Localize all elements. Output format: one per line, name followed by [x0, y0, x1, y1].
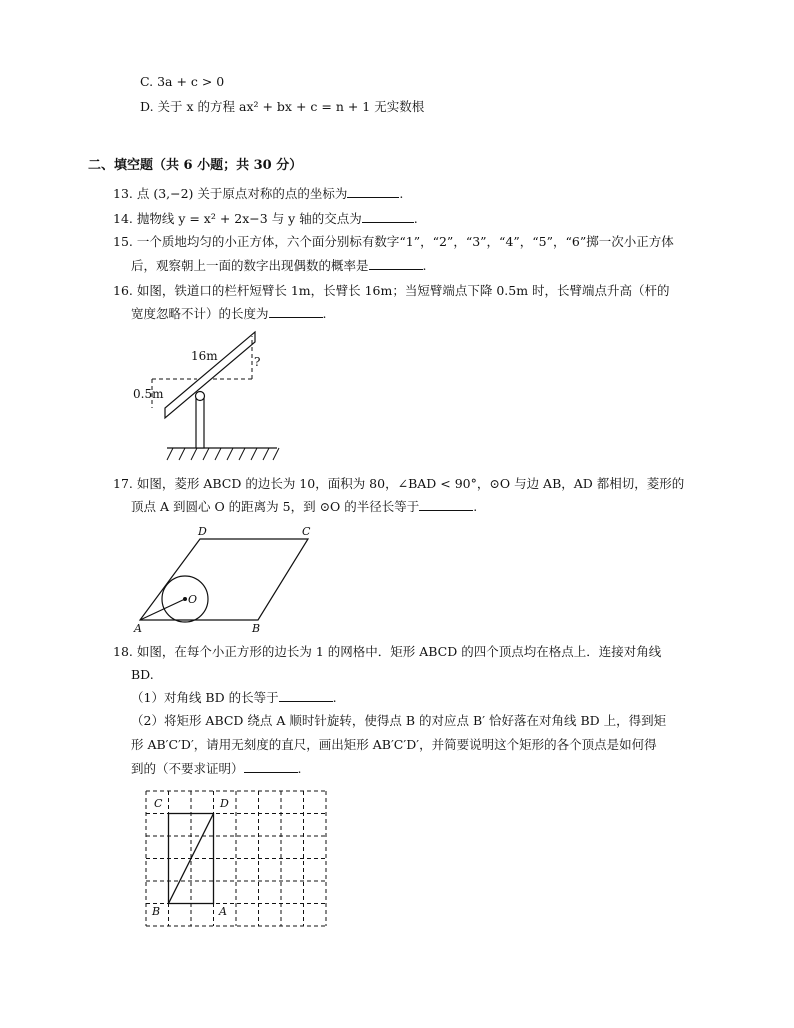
question-13-end: . — [399, 186, 404, 201]
question-17-end: . — [473, 499, 478, 514]
label-question-mark: ? — [254, 355, 261, 369]
barrier-post — [196, 398, 204, 448]
section-title: 二、填空题（共 6 小题；共 30 分） — [88, 158, 303, 173]
question-15-line1: 15. 一个质地均匀的小正方体，六个面分别标有数字“1”，“2”，“3”，“4”，“5”，“6”掷一次小正方体 — [113, 234, 674, 249]
question-14-text: 14. 抛物线 y = x² + 2x−3 与 y 轴的交点为 — [113, 211, 362, 226]
question-16-text: 宽度忽略不计）的长度为 — [131, 306, 269, 321]
grid-figure — [144, 789, 334, 929]
question-16-end: . — [322, 306, 327, 321]
question-18-line2: BD. — [131, 667, 154, 682]
question-13 — [113, 185, 403, 203]
label-0-5m: 0.5m — [133, 387, 164, 401]
label-b: B — [252, 622, 261, 635]
barrier-figure — [125, 328, 285, 468]
question-18-part2-line2: 形 AB′C′D′，请用无刻度的直尺，画出矩形 AB′C′D′，并简要说明这个矩形的各个顶点是如何得 — [131, 737, 657, 752]
question-15-text: 后，观察朝上一面的数字出现偶数的概率是 — [131, 258, 369, 273]
dashed-grid — [146, 791, 326, 926]
label-c: C — [154, 797, 163, 810]
answer-blank — [347, 185, 399, 198]
ground-hatch — [167, 448, 279, 460]
part2-text: 到的（不要求证明） — [131, 761, 244, 776]
question-18-part2-line1: （2）将矩形 ABCD 绕点 A 顺时针旋转，使得点 B 的对应点 B′ 恰好落在对角线 BD 上，得到矩 — [131, 713, 667, 728]
question-17-text: 顶点 A 到圆心 O 的距离为 5，到 ⊙O 的半径长等于 — [131, 499, 420, 514]
part1-end: . — [332, 690, 337, 705]
part1-text: （1）对角线 BD 的长等于 — [131, 690, 279, 705]
answer-blank — [362, 210, 414, 223]
answer-blank — [419, 498, 473, 511]
answer-blank — [279, 689, 333, 702]
label-a: A — [219, 905, 227, 918]
rhombus-figure — [128, 522, 318, 634]
question-15-end: . — [422, 258, 427, 273]
question-13-text: 13. 点 (3,−2) 关于原点对称的点的坐标为 — [113, 186, 348, 201]
answer-blank — [244, 760, 298, 773]
label-c: C — [302, 525, 311, 538]
answer-blank — [369, 257, 423, 270]
option-d: D. 关于 x 的方程 ax² + bx + c = n + 1 无实数根 — [140, 99, 425, 114]
question-14 — [113, 210, 418, 228]
option-c: C. 3a + c > 0 — [140, 74, 225, 89]
question-16-line2 — [131, 305, 327, 323]
center-o-dot — [183, 597, 187, 601]
label-d: D — [220, 797, 229, 810]
answer-blank — [269, 305, 323, 318]
question-14-end: . — [413, 211, 418, 226]
label-a: A — [134, 622, 142, 635]
part2-end: . — [297, 761, 302, 776]
pivot — [196, 392, 205, 401]
label-16m: 16m — [191, 349, 218, 363]
label-b: B — [152, 905, 161, 918]
question-15-line2 — [131, 257, 427, 275]
label-o: O — [188, 593, 198, 606]
question-18-line1: 18. 如图，在每个小正方形的边长为 1 的网格中．矩形 ABCD 的四个顶点均在格点上．连接对角线 — [113, 644, 662, 659]
label-d: D — [198, 525, 207, 538]
question-16-line1: 16. 如图，铁道口的栏杆短臂长 1m，长臂长 16m；当短臂端点下降 0.5m 时，长臂端点升高（杆的 — [113, 283, 670, 298]
question-18-part2-line3 — [131, 760, 302, 778]
question-17-line1: 17. 如图，菱形 ABCD 的边长为 10，面积为 80，∠BAD < 90°，⊙O 与边 AB，AD 都相切，菱形的 — [113, 476, 685, 491]
question-17-line2 — [131, 498, 477, 516]
barrier-arm — [165, 332, 255, 418]
question-18-part1 — [131, 689, 337, 707]
